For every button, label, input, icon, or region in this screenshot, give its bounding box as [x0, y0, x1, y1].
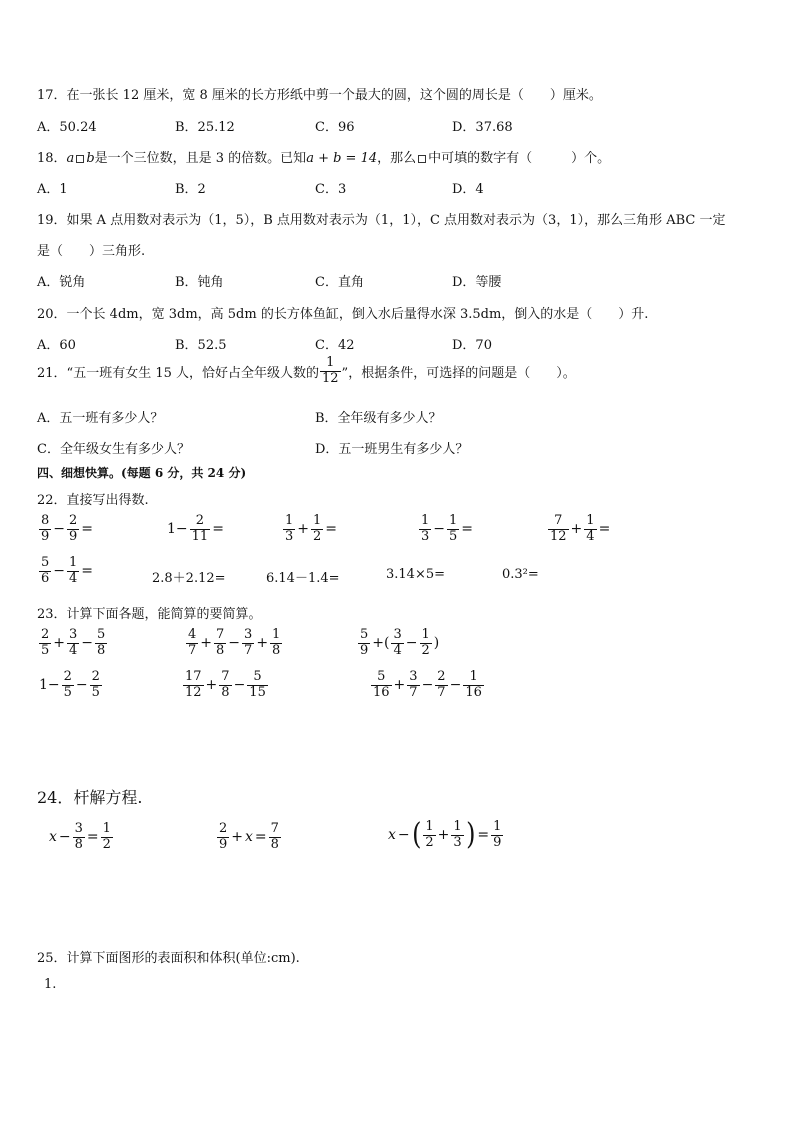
denominator: 3	[453, 834, 462, 850]
fraction	[242, 628, 254, 659]
operator: −	[397, 827, 410, 844]
question-23-title: 23．计算下面各题，能简算的要简算。	[37, 607, 262, 622]
denominator: 15	[249, 684, 266, 700]
q21-text-pre: 21．“五一班有女生 15 人，恰好占全年级人数的	[37, 365, 319, 381]
denominator: 5	[41, 642, 50, 658]
fraction	[101, 822, 113, 853]
fraction	[320, 356, 341, 387]
fraction	[214, 628, 226, 659]
q18-option-b: B．2	[175, 182, 206, 197]
q20-option-a: A．60	[37, 338, 76, 353]
q22-expr-7: 2.8＋2.12=	[152, 571, 226, 586]
denominator: 2	[102, 836, 111, 852]
numerator: 1	[586, 513, 595, 528]
fraction	[39, 628, 51, 659]
denominator: 9	[360, 642, 369, 658]
operator: −	[449, 677, 462, 694]
fraction	[419, 514, 431, 545]
fraction	[584, 514, 596, 545]
denominator: 5	[91, 684, 100, 700]
numerator: 8	[41, 513, 50, 528]
denominator: 16	[373, 684, 390, 700]
numerator: 1	[313, 513, 322, 528]
denominator: 7	[437, 684, 446, 700]
fraction	[420, 628, 432, 659]
numerator: 7	[270, 821, 279, 836]
numerator: 1	[493, 819, 502, 834]
denominator: 4	[586, 528, 595, 544]
operator: +	[570, 521, 583, 538]
numerator: 5	[377, 669, 386, 684]
q18-var-a: a	[66, 151, 75, 166]
fraction	[67, 628, 79, 659]
q22-expr-6	[38, 556, 94, 587]
q22-expr-5	[547, 514, 611, 545]
question-19-line2: 是（ ）三角形.	[37, 244, 146, 259]
fraction	[62, 670, 74, 701]
fraction	[183, 670, 204, 701]
denominator: 2	[313, 528, 322, 544]
fraction	[358, 628, 370, 659]
q20-option-b: B．52.5	[175, 338, 227, 353]
fraction	[95, 628, 107, 659]
denominator: 7	[188, 642, 197, 658]
denominator: 3	[285, 528, 294, 544]
operator: −	[53, 563, 66, 580]
fraction	[190, 514, 211, 545]
denominator: 2	[421, 642, 430, 658]
denominator: 6	[41, 570, 50, 586]
fraction	[270, 628, 282, 659]
q22-expr-8: 6.14－1.4=	[266, 571, 340, 586]
fraction	[311, 514, 323, 545]
fraction	[186, 628, 198, 659]
numerator: 2	[41, 627, 50, 642]
denominator: 5	[63, 684, 72, 700]
denominator: 8	[270, 836, 279, 852]
fraction	[39, 514, 51, 545]
operator: +	[256, 635, 269, 652]
fraction	[90, 670, 102, 701]
denominator: 4	[393, 642, 402, 658]
numerator: 7	[221, 669, 230, 684]
operator: −	[81, 635, 94, 652]
denominator: 4	[69, 642, 78, 658]
q18-number: 18．	[37, 151, 67, 166]
q21-option-a: A．五一班有多少人？	[37, 411, 164, 426]
numerator: 1	[285, 513, 294, 528]
fraction	[67, 514, 79, 545]
denominator: 12	[550, 528, 567, 544]
q21-option-d: D．五一班男生有多少人？	[315, 442, 469, 457]
numerator: 1	[421, 513, 430, 528]
denominator: 16	[465, 684, 482, 700]
numerator: 1	[425, 819, 434, 834]
operator: +	[205, 677, 218, 694]
q22-expr-9: 3.14×5=	[386, 567, 446, 582]
equals-sign: =	[212, 521, 224, 538]
operator: +	[393, 677, 406, 694]
numerator: 3	[244, 627, 253, 642]
numerator: 1	[69, 555, 78, 570]
q19-option-a: A．锐角	[37, 275, 86, 290]
denominator: 9	[493, 834, 502, 850]
operator: −	[228, 635, 241, 652]
denominator: 11	[191, 528, 209, 544]
numerator: 5	[360, 627, 369, 642]
q18-option-d: D．4	[452, 182, 484, 197]
operator: +	[231, 829, 244, 846]
q18-text-post: ，那么	[377, 151, 417, 166]
operator: −	[58, 829, 71, 846]
denominator: 9	[69, 528, 78, 544]
question-18	[37, 147, 610, 166]
fraction	[283, 514, 295, 545]
fraction	[491, 820, 503, 851]
denominator: 8	[97, 642, 106, 658]
q23-expr-3	[357, 628, 440, 659]
numerator: 5	[97, 627, 106, 642]
numerator: 3	[74, 821, 83, 836]
denominator: 4	[69, 570, 78, 586]
operator: −	[405, 635, 418, 652]
question-17: 17．在一张长 12 厘米，宽 8 厘米的长方形纸中剪一个最大的圆，这个圆的周长是（ ）厘米。	[37, 88, 602, 103]
equals-sign: =	[325, 521, 338, 538]
q25-subitem-1: 1.	[44, 977, 57, 992]
numerator: 2	[219, 821, 228, 836]
equals-sign: =	[86, 829, 99, 846]
numerator: 2	[69, 513, 78, 528]
q18-equation: a + b = 14	[306, 151, 378, 166]
denominator: 3	[421, 528, 430, 544]
fraction	[67, 556, 79, 587]
blank-square-icon	[76, 155, 84, 163]
operator: −	[53, 521, 66, 538]
fraction	[548, 514, 569, 545]
question-24-title: 24．杆解方程.	[37, 788, 143, 807]
q23-expr-2	[185, 628, 283, 659]
q20-option-d: D．70	[452, 338, 492, 353]
denominator: 8	[221, 684, 230, 700]
q22-expr-1	[38, 514, 94, 545]
q18-option-c: C．3	[315, 182, 347, 197]
numerator: 1	[421, 627, 430, 642]
equals-sign: =	[598, 521, 611, 538]
numerator: 3	[69, 627, 78, 642]
fraction	[391, 628, 403, 659]
numerator: 5	[41, 555, 50, 570]
q24-equation-3	[387, 817, 504, 853]
numerator: 1	[102, 821, 111, 836]
fraction	[447, 514, 459, 545]
numerator: 1	[453, 819, 462, 834]
fraction	[217, 822, 229, 853]
denominator: 9	[219, 836, 228, 852]
q24-equation-2	[216, 822, 282, 853]
equals-sign: =	[477, 827, 490, 844]
q21-option-c: C．全年级女生有多少人？	[37, 442, 190, 457]
operator: −	[75, 677, 88, 694]
denominator: 8	[74, 836, 83, 852]
q21-text-post: ”，根据条件，可选择的问题是（ ）。	[341, 365, 576, 381]
q19-option-c: C．直角	[315, 275, 364, 290]
question-22-title: 22．直接写出得数.	[37, 493, 149, 508]
q22-expr-3	[282, 514, 338, 545]
q17-option-b: B．25.12	[175, 120, 235, 135]
left-parenthesis: (	[411, 817, 422, 853]
denominator: 9	[41, 528, 50, 544]
fraction	[269, 822, 281, 853]
q23-expr-1	[38, 628, 108, 659]
numerator: 7	[216, 627, 225, 642]
q19-option-d: D．等腰	[452, 275, 502, 290]
equals-sign: =	[81, 521, 94, 538]
operator: +(	[372, 635, 390, 652]
q24-equation-1	[48, 822, 114, 853]
q21-option-b: B．全年级有多少人？	[315, 411, 442, 426]
numerator: 1	[469, 669, 478, 684]
numerator: 1	[449, 513, 458, 528]
question-25-title: 25．计算下面图形的表面积和体积(单位:cm).	[37, 951, 300, 966]
numerator: 3	[409, 669, 418, 684]
q23-expr-4	[38, 670, 103, 701]
numerator: 7	[554, 513, 563, 528]
q18-var-b: b	[86, 151, 95, 166]
numerator: 1	[272, 627, 281, 642]
fraction	[407, 670, 419, 701]
operator: −	[233, 677, 246, 694]
q18-text-post2: 中可填的数字有（ ）个。	[428, 151, 611, 166]
blank-square-icon	[418, 155, 426, 163]
numerator: 2	[195, 513, 205, 528]
denominator: 8	[272, 642, 281, 658]
q22-expr-2	[166, 514, 225, 545]
denominator: 7	[244, 642, 253, 658]
q17-option-a: A．50.24	[37, 120, 97, 135]
numerator: 2	[437, 669, 446, 684]
denominator: 2	[425, 834, 434, 850]
q22-expr-4	[418, 514, 474, 545]
numerator: 17	[185, 669, 202, 684]
q22-expr-10: 0.3²=	[502, 567, 539, 582]
numerator: 2	[63, 669, 72, 684]
question-20: 20．一个长 4dm，宽 3dm，高 5dm 的长方体鱼缸，倒入水后量得水深 3.5dm，倒入的水是（ ）升.	[37, 307, 649, 322]
numerator: 5	[253, 669, 262, 684]
fraction	[73, 822, 85, 853]
operator: +	[53, 635, 66, 652]
operator: +	[297, 521, 310, 538]
fraction	[219, 670, 231, 701]
question-21	[37, 356, 576, 387]
fraction	[435, 670, 447, 701]
denominator: 12	[322, 370, 339, 386]
fraction	[247, 670, 268, 701]
denominator: 5	[449, 528, 458, 544]
q18-text-mid: 是一个三位数，且是 3 的倍数。已知	[94, 151, 307, 166]
numerator: 4	[188, 627, 197, 642]
numerator: 3	[393, 627, 402, 642]
q18-option-a: A．1	[37, 182, 68, 197]
q20-option-c: C．42	[315, 338, 355, 353]
operator: +	[200, 635, 213, 652]
fraction	[463, 670, 484, 701]
variable-x: x	[49, 829, 57, 846]
operator: 1−	[39, 677, 60, 694]
section-heading: 四、细想快算。(每题 6 分，共 24 分)	[37, 466, 247, 480]
variable-x: x	[388, 827, 396, 844]
operator: −	[433, 521, 446, 538]
equals-sign: =	[461, 521, 474, 538]
equals-sign: =	[81, 563, 94, 580]
right-parenthesis: )	[465, 817, 476, 853]
fraction	[423, 820, 435, 851]
q17-option-d: D．37.68	[452, 120, 513, 135]
denominator: 7	[409, 684, 418, 700]
q19-option-b: B．钝角	[175, 275, 224, 290]
fraction	[371, 670, 392, 701]
q17-option-c: C．96	[315, 120, 355, 135]
operator: 1−	[167, 521, 188, 538]
operator: −	[421, 677, 434, 694]
fraction	[451, 820, 463, 851]
equals-sign: =	[254, 829, 267, 846]
fraction	[39, 556, 51, 587]
question-19-line1: 19．如果 A 点用数对表示为（1，5），B 点用数对表示为（1，1），C 点用数对表示为（3，1），那么三角形 ABC 一定	[37, 213, 726, 228]
q23-expr-5	[182, 670, 269, 701]
denominator: 8	[216, 642, 225, 658]
q23-expr-6	[370, 670, 485, 701]
variable-x: x	[245, 829, 253, 846]
numerator: 2	[91, 669, 100, 684]
denominator: 12	[185, 684, 202, 700]
numerator: 1	[326, 355, 335, 370]
operator: +	[437, 827, 450, 844]
operator: )	[433, 635, 440, 652]
